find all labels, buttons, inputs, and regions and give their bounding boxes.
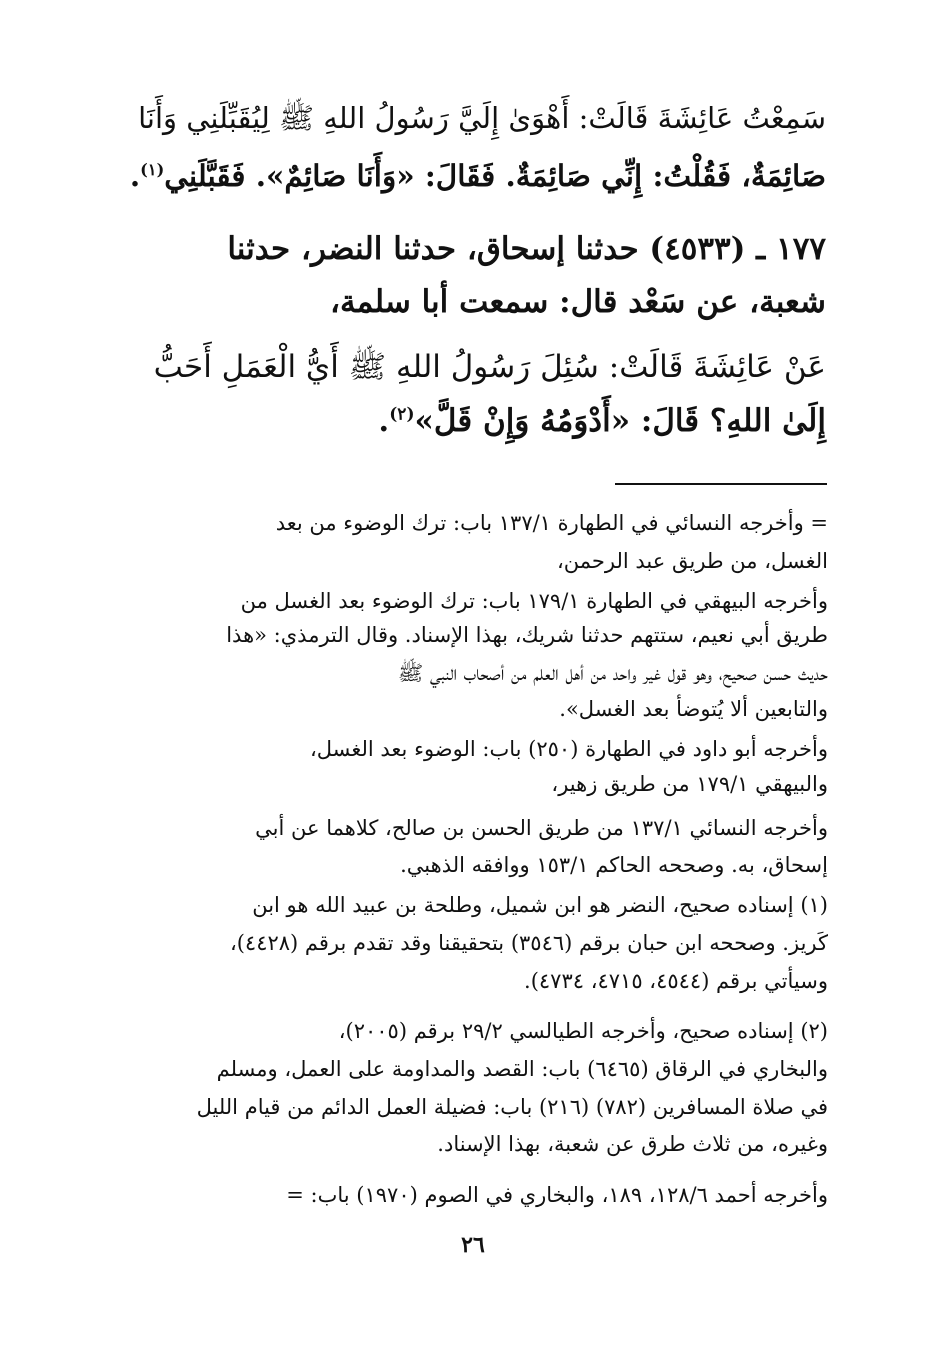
main-text-line-6-end: .	[378, 403, 390, 439]
footnote-line-5: حديث حسن صحيح، وهو قول غير واحد من أهل العلم من أصحاب النبي ﷺ	[397, 661, 828, 685]
footnote-line-13: وسيأتي برقم (٤٥٤٤، ٤٧١٥، ٤٧٣٤).	[524, 969, 828, 993]
main-text-line-2-end: .	[129, 158, 141, 193]
footnote-line-2: الغسل، من طريق عبد الرحمن،	[557, 549, 828, 573]
footnote-line-10: إسحاق، به. وصححه الحاكم ١٥٣/١ ووافقه الذهبي.	[400, 853, 828, 877]
footnote-ref-2: (٢)	[389, 404, 415, 425]
footnote-line-6: والتابعين ألا يُتوضأ بعد الغسل».	[559, 697, 828, 721]
footnote-line-18: وأخرجه أحمد ١٢٨/٦، ١٨٩، والبخاري في الصوم (١٩٧٠) باب: =	[286, 1183, 828, 1207]
footnote-separator	[615, 483, 827, 485]
footnote-ref-1: (١)	[140, 160, 165, 180]
footnote-line-1: = وأخرجه النسائي في الطهارة ١٣٧/١ باب: ترك الوضوء من بعد	[275, 511, 828, 535]
footnote-line-16: في صلاة المسافرين (٧٨٢) (٢١٦) باب: فضيلة العمل الدائم من قيام الليل	[196, 1095, 828, 1119]
main-text-line-2	[130, 158, 826, 195]
main-text-line-1: سَمِعْتُ عَائِشَةَ قَالَتْ: أَهْوَىٰ إِلَيَّ رَسُولُ اللهِ ﷺ لِيُقَبِّلَنِي وَأَنَا	[138, 101, 826, 135]
main-text-line-6-text: إِلَىٰ اللهِ؟ قَالَ: «أَدْوَمُهُ وَإِنْ قَلَّ»	[414, 403, 826, 439]
footnote-line-7: وأخرجه أبو داود في الطهارة (٢٥٠) باب: الوضوء بعد الغسل،	[309, 737, 828, 761]
footnote-line-3: وأخرجه البيهقي في الطهارة ١٧٩/١ باب: ترك الوضوء بعد الغسل من	[240, 589, 828, 613]
main-text-line-5: عَنْ عَائِشَةَ قَالَتْ: سُئِلَ رَسُولُ اللهِ ﷺ أَيُّ الْعَمَلِ أَحَبُّ	[153, 349, 826, 385]
footnote-line-14: (٢) إسناده صحيح، وأخرجه الطيالسي ٢٩/٢ برقم (٢٠٠٥)،	[338, 1019, 828, 1043]
footnote-line-17: وغيره، من ثلاث طرق عن شعبة، بهذا الإسناد.	[437, 1132, 828, 1156]
footnote-line-9: وأخرجه النسائي ١٣٧/١ من طريق الحسن بن صالح، كلاهما عن أبي	[255, 816, 828, 840]
main-text-line-4: شعبة، عن سَعْد قال: سمعت أبا سلمة،	[330, 284, 826, 320]
footnote-line-4: طريق أبي نعيم، ستتهم حدثنا شريك، بهذا الإسناد. وقال الترمذي: «هذا	[226, 623, 828, 647]
footnote-line-8: والبيهقي ١٧٩/١ من طريق زهير،	[551, 772, 828, 796]
main-text-line-3: ١٧٧ ـ (٤٥٣٣) حدثنا إسحاق، حدثنا النضر، حدثنا	[227, 231, 826, 267]
main-text-line-2-text: صَائِمَةٌ، فَقُلْتُ: إِنِّي صَائِمَةٌ. فَقَالَ: «وَأَنَا صَائِمٌ». فَقَبَّلَنِي	[164, 158, 826, 193]
footnote-line-11: (١) إسناده صحيح، النضر هو ابن شميل، وطلحة بن عبيد الله هو ابن	[252, 893, 828, 917]
main-text-line-6	[378, 402, 826, 441]
page-number: ٢٦	[461, 1232, 485, 1258]
footnote-line-15: والبخاري في الرقاق (٦٤٦٥) باب: القصد والمداومة على العمل، ومسلم	[216, 1057, 828, 1081]
footnote-line-12: كَريز. وصححه ابن حبان برقم (٣٥٤٦) بتحقيقنا وقد تقدم برقم (٤٤٢٨)،	[229, 931, 828, 955]
